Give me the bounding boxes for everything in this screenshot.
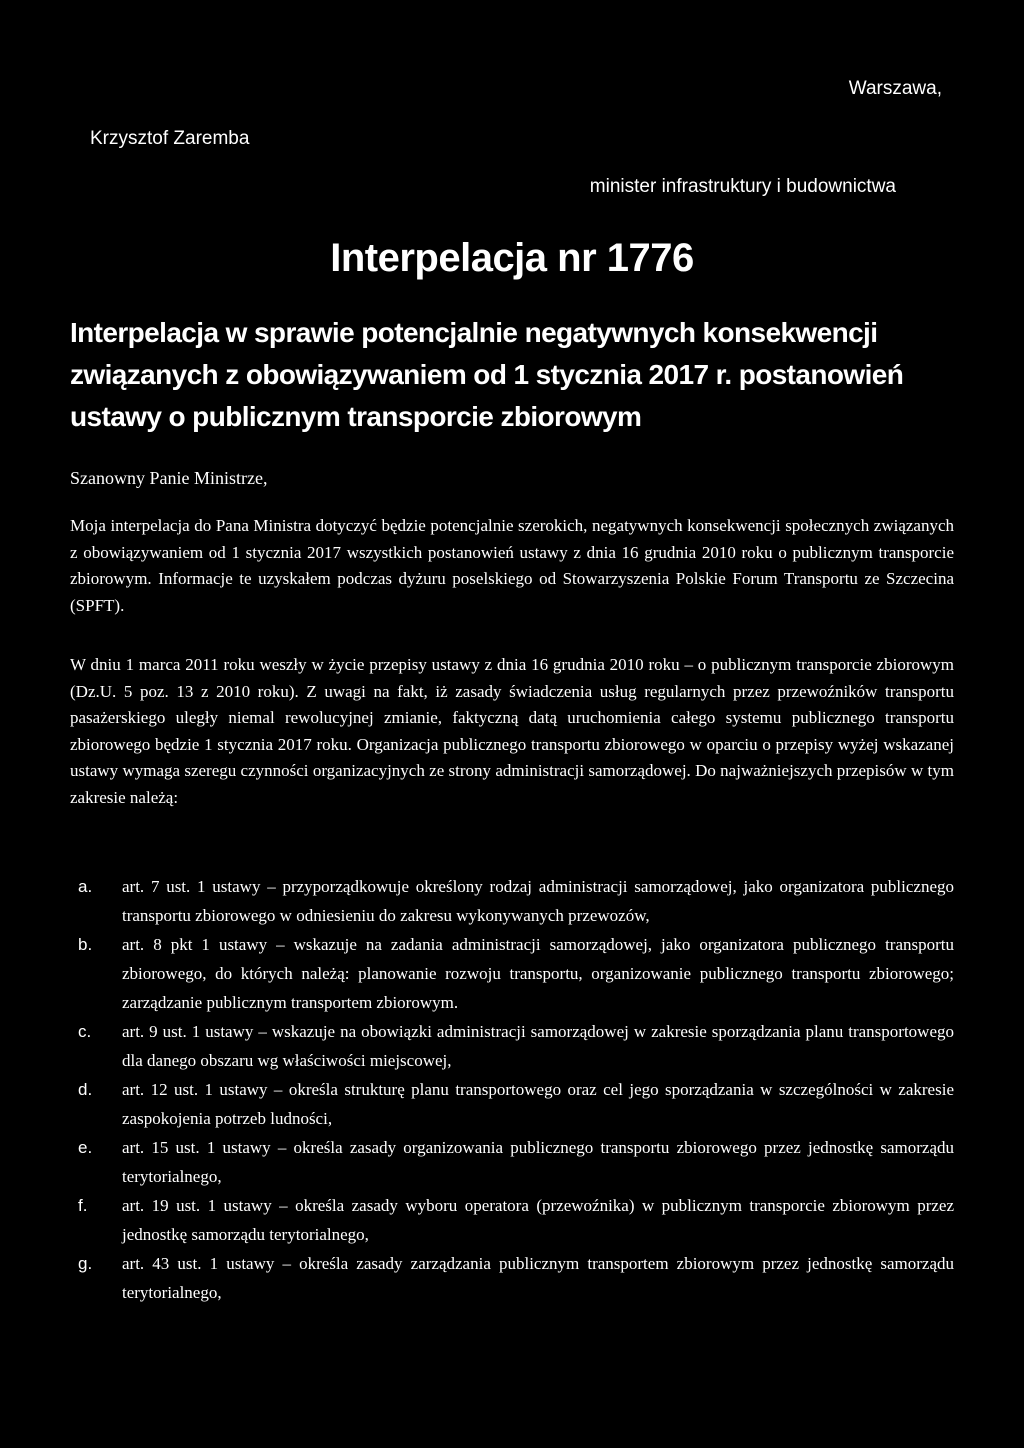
list-item-text: art. 15 ust. 1 ustawy – określa zasady organizowania publicznego transportu zbiorowego przez jednostkę samorządu terytorialnego, bbox=[122, 1138, 954, 1186]
author-name: Krzysztof Zaremba bbox=[90, 128, 250, 149]
list-item bbox=[78, 1191, 954, 1249]
list-item-text: art. 43 ust. 1 ustawy – określa zasady zarządzania publicznym transportem zbiorowym przez jednostkę samorządu terytorialnego, bbox=[122, 1254, 954, 1302]
list-item-text: art. 8 pkt 1 ustawy – wskazuje na zadania administracji samorządowej, jako organizatora publicznego transportu zbiorowego, do których należą: planowanie rozwoju transportu, organizowanie publicznego transportu zbiorowego; zarządzanie publicznym transportem zbiorowym. bbox=[122, 935, 954, 1012]
list-item bbox=[78, 1017, 954, 1075]
page-title: Interpelacja nr 1776 bbox=[330, 236, 694, 280]
list-marker: b. bbox=[78, 935, 93, 954]
greeting: Szanowny Panie Ministrze, bbox=[70, 468, 268, 488]
list-item bbox=[78, 872, 954, 930]
list-marker: f. bbox=[78, 1196, 88, 1215]
list-marker: g. bbox=[78, 1254, 93, 1273]
list-item bbox=[78, 1249, 954, 1307]
list-item-text: art. 12 ust. 1 ustawy – określa strukturę planu transportowego oraz cel jego sporządzania w szczególności w zakresie zaspokojenia potrzeb ludności, bbox=[122, 1080, 954, 1128]
list-item bbox=[78, 1075, 954, 1133]
list-marker: d. bbox=[78, 1080, 93, 1099]
list-item bbox=[78, 1133, 954, 1191]
list-marker: e. bbox=[78, 1138, 93, 1157]
recipient: minister infrastruktury i budownictwa bbox=[589, 176, 896, 197]
list-marker: a. bbox=[78, 877, 93, 896]
articles-list bbox=[78, 872, 954, 1307]
document-subject: Interpelacja w sprawie potencjalnie negatywnych konsekwencji związanych z obowiązywaniem od 1 stycznia 2017 r. postanowień ustawy o publicznym transporcie zbiorowym bbox=[70, 317, 904, 432]
city-date: Warszawa, bbox=[848, 78, 942, 99]
paragraph-legal-background: W dniu 1 marca 2011 roku weszły w życie przepisy ustawy z dnia 16 grudnia 2010 roku – o publicznym transporcie zbiorowym (Dz.U. 5 poz. 13 z 2010 roku). Z uwagi na fakt, iż zasady świadczenia usług regularnych przez przewoźników transportu pasażerskiego uległy niemal rewolucyjnej zmianie, faktyczną datą uruchomienia całego systemu publicznego transportu zbiorowego będzie 1 stycznia 2017 roku. Organizacja publicznego transportu zbiorowego w oparciu o przepisy wyżej wskazanej ustawy wymaga szeregu czynności organizacyjnych ze strony administracji samorządowej. Do najważniejszych przepisów w tym zakresie należą: bbox=[70, 655, 954, 807]
list-item-text: art. 9 ust. 1 ustawy – wskazuje na obowiązki administracji samorządowej w zakresie sporządzania planu transportowego dla danego obszaru wg właściwości miejscowej, bbox=[122, 1022, 954, 1070]
list-item-text: art. 19 ust. 1 ustawy – określa zasady wyboru operatora (przewoźnika) w publicznym transporcie zbiorowym przez jednostkę samorządu terytorialnego, bbox=[122, 1196, 954, 1244]
list-marker: c. bbox=[78, 1022, 92, 1041]
paragraph-intro: Moja interpelacja do Pana Ministra dotyczyć będzie potencjalnie szerokich, negatywnych konsekwencji społecznych związanych z obowiązywaniem od 1 stycznia 2017 wszystkich postanowień ustawy z dnia 16 grudnia 2010 roku o publicznym transporcie zbiorowym. Informacje te uzyskałem podczas dyżuru poselskiego od Stowarzyszenia Polskie Forum Transportu ze Szczecina (SPFT). bbox=[70, 516, 954, 615]
list-item-text: art. 7 ust. 1 ustawy – przyporządkowuje określony rodzaj administracji samorządowej, jako organizatora publicznego transportu zbiorowego w odniesieniu do zakresu wykonywanych przewozów, bbox=[122, 877, 954, 925]
list-item bbox=[78, 930, 954, 1017]
